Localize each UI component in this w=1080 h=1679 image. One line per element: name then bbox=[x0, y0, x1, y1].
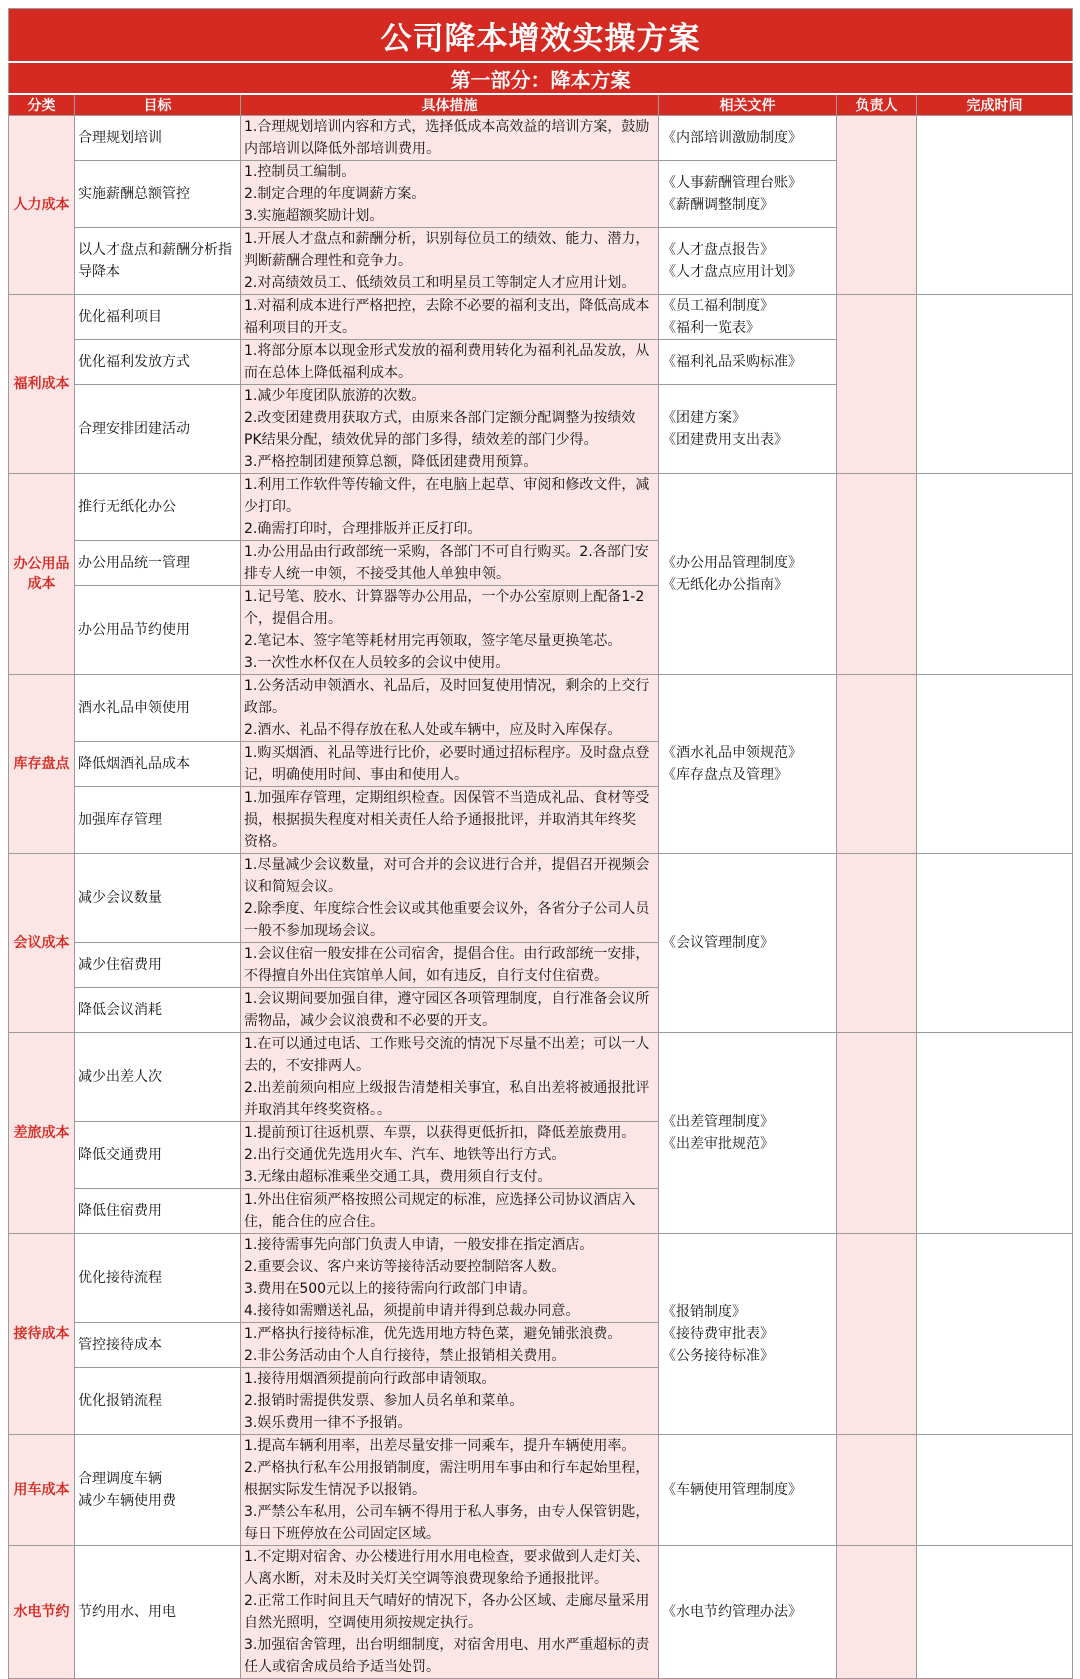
page-title: 公司降本增效实操方案 bbox=[9, 9, 1073, 63]
text-line: 《团建费用支出表》 bbox=[662, 432, 788, 448]
measures-cell bbox=[241, 1234, 659, 1323]
goal-cell bbox=[75, 385, 241, 474]
files-cell bbox=[659, 161, 837, 228]
deadline-cell[interactable] bbox=[917, 1546, 1073, 1679]
text-line: 2.笔记本、签字笔等耗材用完再领取，签字笔尽量更换笔芯。 bbox=[244, 633, 622, 649]
text-line: 办公用品节约使用 bbox=[78, 622, 190, 638]
text-line: 3.无缘由超标准乘坐交通工具，费用须自行支付。 bbox=[244, 1169, 552, 1185]
table-row bbox=[9, 1435, 1073, 1546]
text-line: 3.娱乐费用一律不予报销。 bbox=[244, 1415, 412, 1431]
text-line: 《福利一览表》 bbox=[662, 320, 760, 336]
category-label: 福利成本 bbox=[13, 376, 70, 392]
goal-cell bbox=[75, 340, 241, 385]
text-line: 1.记号笔、胶水、计算器等办公用品，一个办公室原则上配备1-2 bbox=[244, 589, 645, 605]
measures-cell bbox=[241, 787, 659, 854]
text-line: 《员工福利制度》 bbox=[662, 298, 774, 314]
measures-cell bbox=[241, 116, 659, 161]
text-line: 《水电节约管理办法》 bbox=[662, 1604, 802, 1620]
text-line: 不得擅自外出住宾馆单人间，如有违反，自行支付住宿费。 bbox=[244, 968, 608, 984]
text-line: 减少住宿费用 bbox=[78, 957, 162, 973]
table-row bbox=[9, 116, 1073, 161]
owner-cell[interactable] bbox=[837, 295, 917, 474]
text-line: 1.减少年度团队旅游的次数。 bbox=[244, 388, 426, 404]
text-line: 降低烟酒礼品成本 bbox=[78, 756, 190, 772]
text-line: 降低住宿费用 bbox=[78, 1203, 162, 1219]
text-line: 1.公务活动申领酒水、礼品后，及时回复使用情况，剩余的上交行 bbox=[244, 678, 650, 694]
goal-cell bbox=[75, 161, 241, 228]
goal-cell bbox=[75, 1033, 241, 1122]
table-row bbox=[9, 675, 1073, 742]
text-line: 1.尽量减少会议数量，对可合并的会议进行合并，提倡召开视频会 bbox=[244, 857, 650, 873]
category-label: 人力成本 bbox=[13, 197, 70, 213]
files-cell bbox=[659, 675, 837, 854]
text-line: 《办公用品管理制度》 bbox=[662, 555, 802, 571]
text-line: 2.严格执行私车公用报销制度，需注明用车事由和行车起始里程， bbox=[244, 1460, 650, 1476]
category-cell bbox=[9, 675, 75, 854]
text-line: 1.利用工作软件等传输文件，在电脑上起草、审阅和修改文件，减 bbox=[244, 477, 650, 493]
goal-cell bbox=[75, 474, 241, 541]
goal-cell bbox=[75, 1323, 241, 1368]
text-line: 管控接待成本 bbox=[78, 1337, 162, 1353]
measures-cell bbox=[241, 854, 659, 943]
text-line: 2.制定合理的年度调薪方案。 bbox=[244, 186, 426, 202]
text-line: 排专人统一申领，不接受其他人单独申领。 bbox=[244, 566, 510, 582]
measures-cell bbox=[241, 675, 659, 742]
goal-cell bbox=[75, 228, 241, 295]
files-cell bbox=[659, 385, 837, 474]
text-line: 需物品，减少会议浪费和不必要的开支。 bbox=[244, 1013, 496, 1029]
text-line: 优化福利项目 bbox=[78, 309, 162, 325]
text-line: 推行无纸化办公 bbox=[78, 499, 176, 515]
measures-cell bbox=[241, 1323, 659, 1368]
goal-cell bbox=[75, 1435, 241, 1546]
owner-cell[interactable] bbox=[837, 675, 917, 854]
measures-cell bbox=[241, 385, 659, 474]
text-line: 判断薪酬合理性和竞争力。 bbox=[244, 253, 412, 269]
owner-cell[interactable] bbox=[837, 854, 917, 1033]
text-line: 1.提前预订往返机票、车票，以获得更低折扣，降低差旅费用。 bbox=[244, 1125, 636, 1141]
category-label: 用车成本 bbox=[13, 1482, 70, 1498]
owner-cell[interactable] bbox=[837, 1435, 917, 1546]
text-line: 4.接待如需赠送礼品，须提前申请并得到总裁办同意。 bbox=[244, 1303, 580, 1319]
text-line: 1.加强库存管理，定期组织检查。因保管不当造成礼品、食材等受 bbox=[244, 790, 650, 806]
text-line: 《车辆使用管理制度》 bbox=[662, 1482, 802, 1498]
measures-cell bbox=[241, 1368, 659, 1435]
text-line: 减少出差人次 bbox=[78, 1069, 162, 1085]
text-line: 《无纸化办公指南》 bbox=[662, 577, 788, 593]
files-cell bbox=[659, 854, 837, 1033]
text-line: 2.出差前须向相应上级报告清楚相关事宜，私自出差将被通报批评 bbox=[244, 1080, 650, 1096]
files-cell bbox=[659, 474, 837, 675]
owner-cell[interactable] bbox=[837, 116, 917, 295]
measures-cell bbox=[241, 161, 659, 228]
text-line: 《人才盘点报告》 bbox=[662, 242, 774, 258]
measures-cell bbox=[241, 988, 659, 1033]
text-line: 3.严格控制团建预算总额，降低团建费用预算。 bbox=[244, 454, 538, 470]
owner-cell[interactable] bbox=[837, 1033, 917, 1234]
text-line: 2.改变团建费用获取方式，由原来各部门定额分配调整为按绩效 bbox=[244, 410, 636, 426]
text-line: 减少会议数量 bbox=[78, 890, 162, 906]
goal-cell bbox=[75, 295, 241, 340]
measures-cell bbox=[241, 742, 659, 787]
text-line: 去的，不安排两人。 bbox=[244, 1058, 370, 1074]
text-line: 1.接待用烟酒须提前向行政部申请领取。 bbox=[244, 1371, 496, 1387]
text-line: 加强库存管理 bbox=[78, 812, 162, 828]
goal-cell bbox=[75, 1546, 241, 1679]
category-label: 库存盘点 bbox=[13, 756, 70, 772]
table-row bbox=[9, 1033, 1073, 1122]
category-cell bbox=[9, 295, 75, 474]
text-line: 实施薪酬总额管控 bbox=[78, 186, 190, 202]
deadline-cell[interactable] bbox=[917, 474, 1073, 675]
text-line: 酒水礼品申领使用 bbox=[78, 700, 190, 716]
goal-cell bbox=[75, 988, 241, 1033]
measures-cell bbox=[241, 295, 659, 340]
text-line: 1.将部分原本以现金形式发放的福利费用转化为福利礼品发放，从 bbox=[244, 343, 650, 359]
text-line: 《公务接待标准》 bbox=[662, 1348, 774, 1364]
text-line: 《库存盘点及管理》 bbox=[662, 767, 788, 783]
deadline-cell[interactable] bbox=[917, 116, 1073, 295]
text-line: 《会议管理制度》 bbox=[662, 935, 774, 951]
text-line: PK结果分配，绩效优异的部门多得，绩效差的部门少得。 bbox=[244, 432, 598, 448]
category-label: 差旅成本 bbox=[13, 1125, 70, 1141]
text-line: 2.对高绩效员工、低绩效员工和明星员工等制定人才应用计划。 bbox=[244, 275, 636, 291]
text-line: 一般不参加现场会议。 bbox=[244, 923, 384, 939]
text-line: 《酒水礼品申领规范》 bbox=[662, 745, 802, 761]
category-label: 接待成本 bbox=[13, 1326, 70, 1342]
text-line: 2.确需打印时，合理排版并正反打印。 bbox=[244, 521, 482, 537]
text-line: 个，提倡合用。 bbox=[244, 611, 342, 627]
text-line: 少打印。 bbox=[244, 499, 300, 515]
text-line: 以人才盘点和薪酬分析指 bbox=[78, 242, 232, 258]
text-line: 1.接待需事先向部门负责人申请，一般安排在指定酒店。 bbox=[244, 1237, 594, 1253]
category-cell bbox=[9, 1234, 75, 1435]
owner-cell[interactable] bbox=[837, 1234, 917, 1435]
measures-cell bbox=[241, 1546, 659, 1679]
text-line: 根据实际发生情况予以报销。 bbox=[244, 1482, 426, 1498]
category-cell bbox=[9, 854, 75, 1033]
text-line: 合理规划培训 bbox=[78, 130, 162, 146]
text-line: 1.不定期对宿舍、办公楼进行用水用电检查，要求做到人走灯关、 bbox=[244, 1549, 650, 1565]
table-row bbox=[9, 1234, 1073, 1323]
header-files: 相关文件 bbox=[659, 94, 837, 116]
files-cell bbox=[659, 228, 837, 295]
text-line: 2.报销时需提供发票、参加人员名单和菜单。 bbox=[244, 1393, 524, 1409]
files-cell bbox=[659, 1033, 837, 1234]
files-cell bbox=[659, 1435, 837, 1546]
header-goal: 目标 bbox=[75, 94, 241, 116]
text-line: 合理安排团建活动 bbox=[78, 421, 190, 437]
text-line: 导降本 bbox=[78, 264, 120, 280]
table-row bbox=[9, 295, 1073, 340]
files-cell bbox=[659, 295, 837, 340]
text-line: 办公用品统一管理 bbox=[78, 555, 190, 571]
goal-cell bbox=[75, 854, 241, 943]
text-line: 1.控制员工编制。 bbox=[244, 164, 356, 180]
text-line: 节约用水、用电 bbox=[78, 1604, 176, 1620]
text-line: 2.正常工作时间且天气晴好的情况下，各办公区域、走廊尽量采用 bbox=[244, 1593, 650, 1609]
measures-cell bbox=[241, 1033, 659, 1122]
text-line: 每日下班停放在公司固定区域。 bbox=[244, 1526, 440, 1542]
goal-cell bbox=[75, 675, 241, 742]
text-line: 3.费用在500元以上的接待需向行政部门申请。 bbox=[244, 1281, 537, 1297]
owner-cell[interactable] bbox=[837, 474, 917, 675]
text-line: 1.在可以通过电话、工作账号交流的情况下尽量不出差；可以一人 bbox=[244, 1036, 650, 1052]
text-line: 《报销制度》 bbox=[662, 1304, 746, 1320]
text-line: 2.出行交通优先选用火车、汽车、地铁等出行方式。 bbox=[244, 1147, 566, 1163]
category-label: 会议成本 bbox=[13, 935, 70, 951]
header-row bbox=[9, 94, 1073, 116]
measures-cell bbox=[241, 541, 659, 586]
text-line: 2.非公务活动由个人自行接待，禁止报销相关费用。 bbox=[244, 1348, 566, 1364]
deadline-cell[interactable] bbox=[917, 1033, 1073, 1234]
text-line: 优化接待流程 bbox=[78, 1270, 162, 1286]
goal-cell bbox=[75, 1234, 241, 1323]
text-line: 1.办公用品由行政部统一采购，各部门不可自行购买。2.各部门安 bbox=[244, 544, 649, 560]
measures-cell bbox=[241, 1189, 659, 1234]
text-line: 记，明确使用时间、事由和使用人。 bbox=[244, 767, 468, 783]
files-cell bbox=[659, 1234, 837, 1435]
goal-cell bbox=[75, 586, 241, 675]
text-line: 《薪酬调整制度》 bbox=[662, 197, 774, 213]
text-line: 《接待费审批表》 bbox=[662, 1326, 774, 1342]
measures-cell bbox=[241, 228, 659, 295]
text-line: 损，根据损失程度对相关责任人给予通报批评，并取消其年终奖 bbox=[244, 812, 636, 828]
text-line: 议和简短会议。 bbox=[244, 879, 342, 895]
text-line: 人离水断，对未及时关灯关空调等浪费现象给予通报批评。 bbox=[244, 1571, 608, 1587]
text-line: 降低会议消耗 bbox=[78, 1002, 162, 1018]
text-line: 2.酒水、礼品不得存放在私人处或车辆中，应及时入库保存。 bbox=[244, 722, 622, 738]
category-cell bbox=[9, 1546, 75, 1679]
category-label: 水电节约 bbox=[13, 1604, 70, 1620]
text-line: 福利项目的开支。 bbox=[244, 320, 356, 336]
text-line: 1.合理规划培训内容和方式，选择低成本高效益的培训方案，鼓励 bbox=[244, 119, 650, 135]
text-line: 住，能合住的应合住。 bbox=[244, 1214, 384, 1230]
text-line: 任人或宿舍成员给予适当处罚。 bbox=[244, 1659, 440, 1675]
header-deadline: 完成时间 bbox=[917, 94, 1073, 116]
measures-cell bbox=[241, 1122, 659, 1189]
text-line: 3.一次性水杯仅在人员较多的会议中使用。 bbox=[244, 655, 510, 671]
measures-cell bbox=[241, 943, 659, 988]
text-line: 《出差管理制度》 bbox=[662, 1114, 774, 1130]
plan-sheet bbox=[8, 8, 1072, 1679]
deadline-cell[interactable] bbox=[917, 675, 1073, 854]
header-measures: 具体措施 bbox=[241, 94, 659, 116]
goal-cell bbox=[75, 1368, 241, 1435]
text-line: 降低交通费用 bbox=[78, 1147, 162, 1163]
owner-cell[interactable] bbox=[837, 1546, 917, 1679]
text-line: 《人事薪酬管理台账》 bbox=[662, 175, 802, 191]
text-line: 优化报销流程 bbox=[78, 1393, 162, 1409]
table-row bbox=[9, 1546, 1073, 1679]
goal-cell bbox=[75, 541, 241, 586]
text-line: 1.提高车辆利用率，出差尽量安排一同乘车，提升车辆使用率。 bbox=[244, 1438, 636, 1454]
text-line: 而在总体上降低福利成本。 bbox=[244, 365, 412, 381]
text-line: 1.会议期间要加强自律，遵守园区各项管理制度，自行准备会议所 bbox=[244, 991, 650, 1007]
category-cell bbox=[9, 1435, 75, 1546]
text-line: 1.购买烟酒、礼品等进行比价，必要时通过招标程序。及时盘点登 bbox=[244, 745, 650, 761]
text-line: 1.外出住宿须严格按照公司规定的标准，应选择公司协议酒店入 bbox=[244, 1192, 636, 1208]
category-cell bbox=[9, 474, 75, 675]
text-line: 优化福利发放方式 bbox=[78, 354, 190, 370]
text-line: 自然光照明，空调使用须按规定执行。 bbox=[244, 1615, 482, 1631]
category-cell bbox=[9, 116, 75, 295]
files-cell bbox=[659, 340, 837, 385]
text-line: 3.加强宿舍管理，出台明细制度，对宿舍用电、用水严重超标的责 bbox=[244, 1637, 650, 1653]
category-label: 办公用品成本 bbox=[13, 556, 70, 592]
files-cell bbox=[659, 116, 837, 161]
deadline-cell[interactable] bbox=[917, 1234, 1073, 1435]
text-line: 《人才盘点应用计划》 bbox=[662, 264, 802, 280]
plan-table bbox=[8, 8, 1073, 1679]
deadline-cell[interactable] bbox=[917, 854, 1073, 1033]
measures-cell bbox=[241, 586, 659, 675]
text-line: 内部培训以降低外部培训费用。 bbox=[244, 141, 440, 157]
text-line: 《团建方案》 bbox=[662, 410, 746, 426]
text-line: 《福利礼品采购标准》 bbox=[662, 354, 802, 370]
text-line: 《内部培训激励制度》 bbox=[662, 130, 802, 146]
header-category: 分类 bbox=[9, 94, 75, 116]
text-line: 3.严禁公车私用，公司车辆不得用于私人事务，由专人保管钥匙， bbox=[244, 1504, 650, 1520]
text-line: 1.严格执行接待标准，优先选用地方特色菜，避免铺张浪费。 bbox=[244, 1326, 622, 1342]
text-line: 1.对福利成本进行严格把控，去除不必要的福利支出，降低高成本 bbox=[244, 298, 650, 314]
goal-cell bbox=[75, 943, 241, 988]
text-line: 3.实施超额奖励计划。 bbox=[244, 208, 384, 224]
text-line: 减少车辆使用费 bbox=[78, 1493, 176, 1509]
text-line: 资格。 bbox=[244, 834, 286, 850]
text-line: 1.开展人才盘点和薪酬分析，识别每位员工的绩效、能力、潜力， bbox=[244, 231, 650, 247]
deadline-cell[interactable] bbox=[917, 1435, 1073, 1546]
part-title: 第一部分：降本方案 bbox=[9, 62, 1073, 94]
goal-cell bbox=[75, 116, 241, 161]
measures-cell bbox=[241, 474, 659, 541]
category-cell bbox=[9, 1033, 75, 1234]
measures-cell bbox=[241, 340, 659, 385]
goal-cell bbox=[75, 787, 241, 854]
measures-cell bbox=[241, 1435, 659, 1546]
deadline-cell[interactable] bbox=[917, 295, 1073, 474]
table-row bbox=[9, 854, 1073, 943]
text-line: 《出差审批规范》 bbox=[662, 1136, 774, 1152]
header-owner: 负责人 bbox=[837, 94, 917, 116]
goal-cell bbox=[75, 742, 241, 787]
text-line: 1.会议住宿一般安排在公司宿舍，提倡合住。由行政部统一安排， bbox=[244, 946, 650, 962]
goal-cell bbox=[75, 1122, 241, 1189]
text-line: 合理调度车辆 bbox=[78, 1471, 162, 1487]
text-line: 政部。 bbox=[244, 700, 286, 716]
files-cell bbox=[659, 1546, 837, 1679]
table-row bbox=[9, 474, 1073, 541]
goal-cell bbox=[75, 1189, 241, 1234]
text-line: 并取消其年终奖资格。。 bbox=[244, 1102, 391, 1118]
text-line: 2.重要会议、客户来访等接待活动要控制陪客人数。 bbox=[244, 1259, 566, 1275]
text-line: 2.除季度、年度综合性会议或其他重要会议外，各省分子公司人员 bbox=[244, 901, 650, 917]
